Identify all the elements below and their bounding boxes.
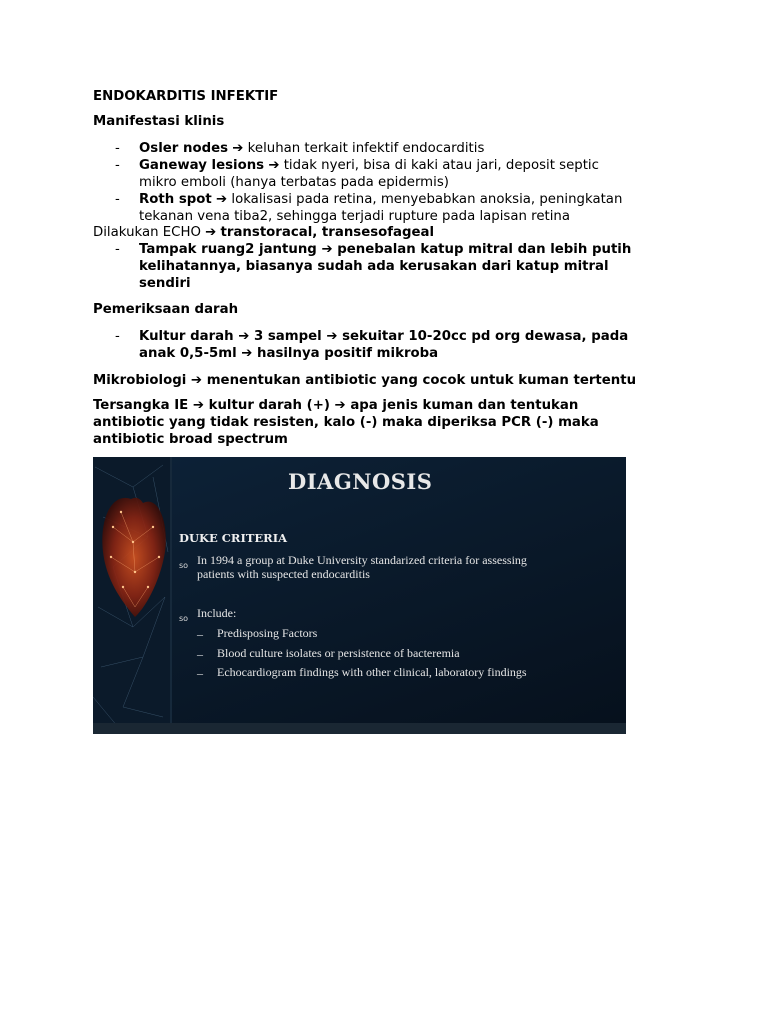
arrow-icon: ➔ — [232, 141, 244, 156]
darah-item-line: anak 0,5-5ml ➔ hasilnya positif mikroba — [139, 346, 439, 361]
item-desc: keluhan terkait infektif endocarditis — [247, 141, 485, 156]
bullet-dash: - — [115, 141, 120, 156]
slide-subtitle: DUKE CRITERIA — [179, 531, 288, 545]
item-term: Ganeway lesions — [139, 158, 265, 173]
slide-sub-item: Blood culture isolates or persistence of bacteremia — [217, 646, 460, 660]
bullet-dash: - — [115, 192, 120, 207]
tersangka-line: antibiotic yang tidak resisten, kalo (-) maka diperiksa PCR (-) maka — [93, 415, 599, 430]
item-desc: tidak nyeri, bisa di kaki atau jari, deposit septic — [283, 158, 599, 173]
slide-background-graphic — [93, 457, 626, 734]
tersangka-line: antibiotic broad spectrum — [93, 432, 288, 447]
bullet-dash: - — [115, 242, 120, 257]
dash-mark: – — [197, 666, 203, 680]
bullet-dash: - — [115, 158, 120, 173]
slide-sub-item: Predisposing Factors — [217, 626, 318, 640]
list-item — [139, 140, 699, 157]
item-term: Osler nodes — [139, 141, 229, 156]
slide-bullet-line: patients with suspected endocarditis — [197, 567, 370, 581]
item-desc-cont: tekanan vena tiba2, sehingga terjadi rupture pada lapisan retina — [139, 209, 570, 224]
list-item — [139, 157, 699, 191]
darah-heading: Pemeriksaan darah — [93, 302, 239, 317]
list-item — [139, 241, 699, 292]
arrow-icon: ➔ — [268, 158, 280, 173]
list-item — [139, 328, 699, 362]
slide-title: DIAGNOSIS — [288, 469, 433, 494]
arrow-icon: ➔ — [215, 192, 228, 207]
echo-line — [93, 224, 693, 241]
slide-bullet-line: In 1994 a group at Duke University standarized criteria for assessing — [197, 553, 527, 567]
dash-mark: – — [197, 627, 203, 641]
dash-mark: – — [197, 647, 203, 661]
item-term: Roth spot — [139, 192, 212, 207]
echo-item-line: sendiri — [139, 276, 191, 291]
tersangka-paragraph — [93, 397, 693, 448]
echo-item-line: kelihatannya, biasanya sudah ada kerusakan dari katup mitral — [139, 259, 609, 274]
slide-bullet-2: Include: — [197, 606, 237, 620]
slide-bullet-1 — [197, 553, 527, 581]
echo-item-line: Tampak ruang2 jantung ➔ penebalan katup mitral dan lebih putih — [139, 242, 632, 257]
mikrobiologi-line: Mikrobiologi ➔ menentukan antibiotic yang cocok untuk kuman tertentu — [93, 373, 637, 388]
doc-title: ENDOKARDITIS INFEKTIF — [93, 89, 279, 104]
item-desc-cont: mikro emboli (hanya terbatas pada epidermis) — [139, 175, 449, 190]
slide-image — [93, 457, 626, 734]
echo-rest: transtoracal, transesofageal — [220, 225, 435, 240]
slide-sub-item: Echocardiogram findings with other clinical, laboratory findings — [217, 665, 527, 679]
arrow-icon: ➔ — [205, 225, 217, 240]
bullet-dash: - — [115, 329, 120, 344]
slide-bottom-bar — [93, 723, 626, 734]
item-desc: lokalisasi pada retina, menyebabkan anoksia, peningkatan — [231, 192, 623, 207]
tersangka-line: Tersangka IE ➔ kultur darah (+) ➔ apa jenis kuman dan tentukan — [93, 398, 579, 413]
list-item — [139, 191, 699, 225]
bullet-mark: so — [179, 614, 189, 623]
darah-item-line: Kultur darah ➔ 3 sampel ➔ sekuitar 10-20cc pd org dewasa, pada — [139, 329, 629, 344]
echo-prefix: Dilakukan ECHO — [93, 225, 201, 240]
manifestasi-heading: Manifestasi klinis — [93, 114, 225, 129]
bullet-mark: so — [179, 561, 189, 570]
